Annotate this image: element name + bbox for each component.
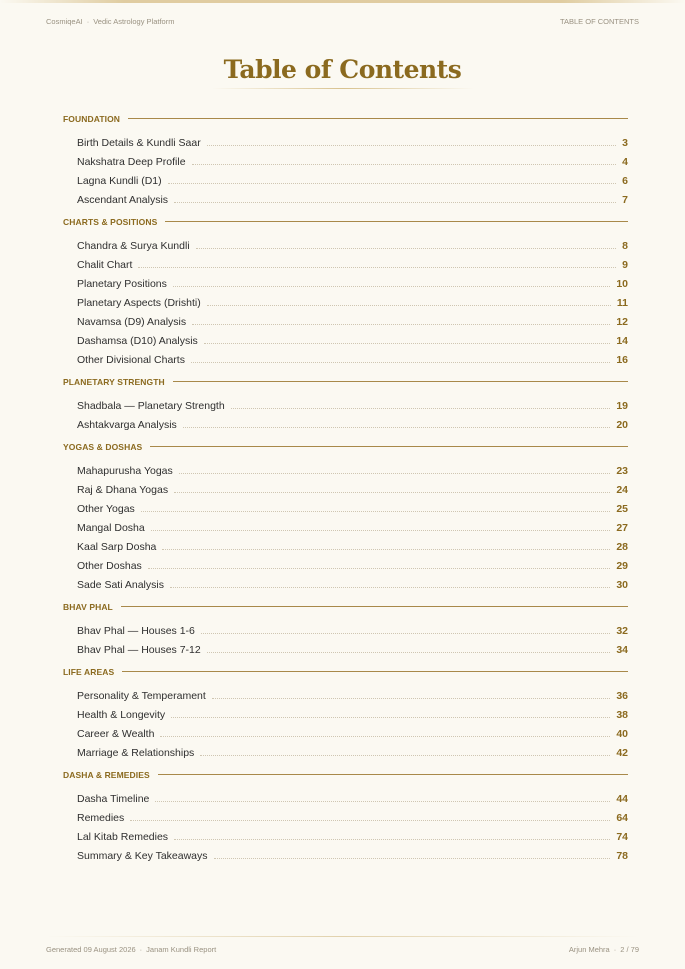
dot-leader	[207, 305, 611, 306]
dot-leader	[155, 801, 610, 802]
toc-section	[63, 215, 628, 368]
dot-leader	[171, 717, 610, 718]
toc-section	[63, 440, 628, 593]
entry-title: Sade Sati Analysis	[77, 579, 164, 591]
entry-page-number: 12	[616, 316, 628, 328]
dot-leader	[204, 343, 611, 344]
toc-entry[interactable]	[63, 574, 628, 593]
section-rule	[173, 381, 628, 382]
dot-leader	[174, 202, 616, 203]
toc-entry[interactable]	[63, 517, 628, 536]
dot-leader	[231, 408, 611, 409]
dot-leader	[138, 267, 616, 268]
entry-title: Summary & Key Takeaways	[77, 850, 208, 862]
toc-entry[interactable]	[63, 845, 628, 864]
entry-page-number: 27	[616, 522, 628, 534]
entry-title: Ascendant Analysis	[77, 194, 169, 206]
page-header	[46, 17, 639, 26]
dot-leader	[207, 652, 611, 653]
dot-leader	[212, 698, 611, 699]
dot-leader	[168, 183, 617, 184]
section-heading	[63, 215, 628, 228]
section-label: PLANETARY STRENGTH	[63, 376, 165, 387]
section-label: FOUNDATION	[63, 113, 121, 124]
entry-page-number: 6	[622, 175, 628, 187]
section-rule	[122, 671, 628, 672]
toc-entry[interactable]	[63, 395, 628, 414]
dot-leader	[200, 755, 610, 756]
dot-leader	[214, 858, 611, 859]
entry-page-number: 7	[622, 194, 628, 206]
entry-page-number: 74	[616, 831, 628, 843]
entry-page-number: 14	[616, 335, 628, 347]
section-rule	[165, 221, 628, 222]
dot-leader	[192, 324, 610, 325]
toc-entry[interactable]	[63, 189, 628, 208]
entry-page-number: 32	[616, 625, 628, 637]
section-rule	[150, 446, 628, 447]
dot-leader	[130, 820, 610, 821]
entry-title: Mahapurusha Yogas	[77, 465, 173, 477]
dot-leader	[162, 549, 610, 550]
brand-name: CosmiqeAI	[46, 17, 83, 26]
dot-leader	[170, 587, 610, 588]
dot-leader	[174, 839, 610, 840]
entry-title: Lagna Kundli (D1)	[77, 175, 162, 187]
toc-entry[interactable]	[63, 639, 628, 658]
dot-leader	[201, 633, 610, 634]
dot-leader	[151, 530, 611, 531]
dot-leader	[207, 145, 616, 146]
toc-entry[interactable]	[63, 151, 628, 170]
entry-title: Kaal Sarp Dosha	[77, 541, 157, 553]
toc-section	[63, 112, 628, 208]
entry-page-number: 25	[616, 503, 628, 515]
entry-title: Other Doshas	[77, 560, 142, 572]
footer-rule	[46, 936, 639, 937]
entry-title: Dasha Timeline	[77, 793, 150, 805]
title-underline	[212, 88, 474, 89]
entry-page-number: 4	[622, 156, 628, 168]
section-label: DASHA & REMEDIES	[63, 769, 150, 780]
entry-page-number: 19	[616, 400, 628, 412]
toc-entry[interactable]	[63, 132, 628, 151]
section-rule	[121, 606, 628, 607]
entry-page-number: 16	[616, 354, 628, 366]
entry-title: Marriage & Relationships	[77, 747, 195, 759]
entry-page-number: 24	[616, 484, 628, 496]
section-label: LIFE AREAS	[63, 666, 115, 677]
section-heading	[63, 768, 628, 781]
entry-page-number: 23	[616, 465, 628, 477]
section-label: YOGAS & DOSHAS	[63, 441, 143, 452]
generated-date: Generated 09 August 2026	[46, 945, 136, 954]
dot-leader	[179, 473, 611, 474]
dot-leader	[160, 736, 610, 737]
entry-page-number: 40	[616, 728, 628, 740]
toc-section	[63, 600, 628, 658]
brand-tagline: Vedic Astrology Platform	[93, 17, 175, 26]
dot-leader	[148, 568, 611, 569]
entry-page-number: 10	[616, 278, 628, 290]
toc-entry[interactable]	[63, 742, 628, 761]
toc-entry[interactable]	[63, 685, 628, 704]
section-label: CHARTS & POSITIONS	[63, 216, 158, 227]
entry-title: Raj & Dhana Yogas	[77, 484, 169, 496]
entry-title: Ashtakvarga Analysis	[77, 419, 177, 431]
dot-leader	[174, 492, 610, 493]
toc-entry[interactable]	[63, 498, 628, 517]
entry-page-number: 11	[616, 297, 628, 309]
toc-section	[63, 375, 628, 433]
entry-title: Health & Longevity	[77, 709, 166, 721]
footer-right	[569, 945, 639, 954]
entry-title: Mangal Dosha	[77, 522, 145, 534]
section-label: BHAV PHAL	[63, 601, 113, 612]
dot-leader	[183, 427, 611, 428]
toc-entry[interactable]	[63, 788, 628, 807]
toc-section	[63, 768, 628, 864]
entry-title: Navamsa (D9) Analysis	[77, 316, 187, 328]
entry-page-number: 38	[616, 709, 628, 721]
top-decorative-rule	[0, 0, 685, 3]
toc-entry[interactable]	[63, 807, 628, 826]
person-name: Arjun Mehra	[568, 945, 610, 954]
entry-page-number: 8	[622, 240, 628, 252]
entry-title: Personality & Temperament	[77, 690, 206, 702]
header-left	[46, 17, 174, 26]
entry-page-number: 42	[616, 747, 628, 759]
entry-page-number: 20	[616, 419, 628, 431]
entry-page-number: 9	[622, 259, 628, 271]
page-title: Table of Contents	[223, 55, 462, 84]
footer-left	[46, 945, 216, 954]
entry-title: Nakshatra Deep Profile	[77, 156, 186, 168]
entry-title: Dashamsa (D10) Analysis	[77, 335, 198, 347]
toc-entry[interactable]	[63, 536, 628, 555]
section-heading	[63, 440, 628, 453]
entry-title: Bhav Phal — Houses 7-12	[77, 644, 201, 656]
section-heading	[63, 375, 628, 388]
toc-entry[interactable]	[63, 826, 628, 845]
section-heading	[63, 665, 628, 678]
dot-leader	[173, 286, 610, 287]
dot-leader	[191, 362, 610, 363]
page-indicator: 2 / 79	[620, 945, 639, 954]
entry-title: Shadbala — Planetary Strength	[77, 400, 225, 412]
toc-entry[interactable]	[63, 170, 628, 189]
footer-separator: ·	[139, 945, 143, 954]
entry-title: Lal Kitab Remedies	[77, 831, 169, 843]
table-of-contents	[63, 112, 628, 871]
entry-title: Career & Wealth	[77, 728, 155, 740]
entry-page-number: 44	[616, 793, 628, 805]
toc-entry[interactable]	[63, 311, 628, 330]
entry-title: Remedies	[77, 812, 125, 824]
report-name: Janam Kundli Report	[146, 945, 217, 954]
section-rule	[128, 118, 628, 119]
toc-entry[interactable]	[63, 235, 628, 254]
footer-separator: ·	[613, 945, 617, 954]
entry-title: Bhav Phal — Houses 1-6	[77, 625, 195, 637]
entry-title: Chalit Chart	[77, 259, 133, 271]
entry-title: Chandra & Surya Kundli	[77, 240, 190, 252]
entry-page-number: 78	[616, 850, 628, 862]
toc-entry[interactable]	[63, 479, 628, 498]
toc-entry[interactable]	[63, 330, 628, 349]
dot-leader	[196, 248, 617, 249]
entry-page-number: 30	[616, 579, 628, 591]
dot-leader	[141, 511, 611, 512]
toc-entry[interactable]	[63, 555, 628, 574]
entry-page-number: 3	[622, 137, 628, 149]
toc-section	[63, 665, 628, 761]
entry-page-number: 28	[616, 541, 628, 553]
toc-entry[interactable]	[63, 349, 628, 368]
toc-entry[interactable]	[63, 292, 628, 311]
header-section-label: TABLE OF CONTENTS	[559, 17, 639, 26]
entry-page-number: 64	[616, 812, 628, 824]
entry-title: Planetary Aspects (Drishti)	[77, 297, 201, 309]
toc-entry[interactable]	[63, 273, 628, 292]
dot-leader	[192, 164, 617, 165]
entry-page-number: 36	[616, 690, 628, 702]
entry-title: Other Divisional Charts	[77, 354, 185, 366]
toc-entry[interactable]	[63, 254, 628, 273]
page-footer	[46, 945, 639, 954]
section-heading	[63, 600, 628, 613]
header-separator: ·	[86, 17, 90, 26]
entry-page-number: 34	[616, 644, 628, 656]
entry-title: Planetary Positions	[77, 278, 167, 290]
section-heading	[63, 112, 628, 125]
toc-entry[interactable]	[63, 723, 628, 742]
section-rule	[158, 774, 628, 775]
entry-page-number: 29	[616, 560, 628, 572]
entry-title: Other Yogas	[77, 503, 135, 515]
toc-entry[interactable]	[63, 704, 628, 723]
toc-entry[interactable]	[63, 620, 628, 639]
entry-title: Birth Details & Kundli Saar	[77, 137, 201, 149]
toc-entry[interactable]	[63, 414, 628, 433]
toc-entry[interactable]	[63, 460, 628, 479]
